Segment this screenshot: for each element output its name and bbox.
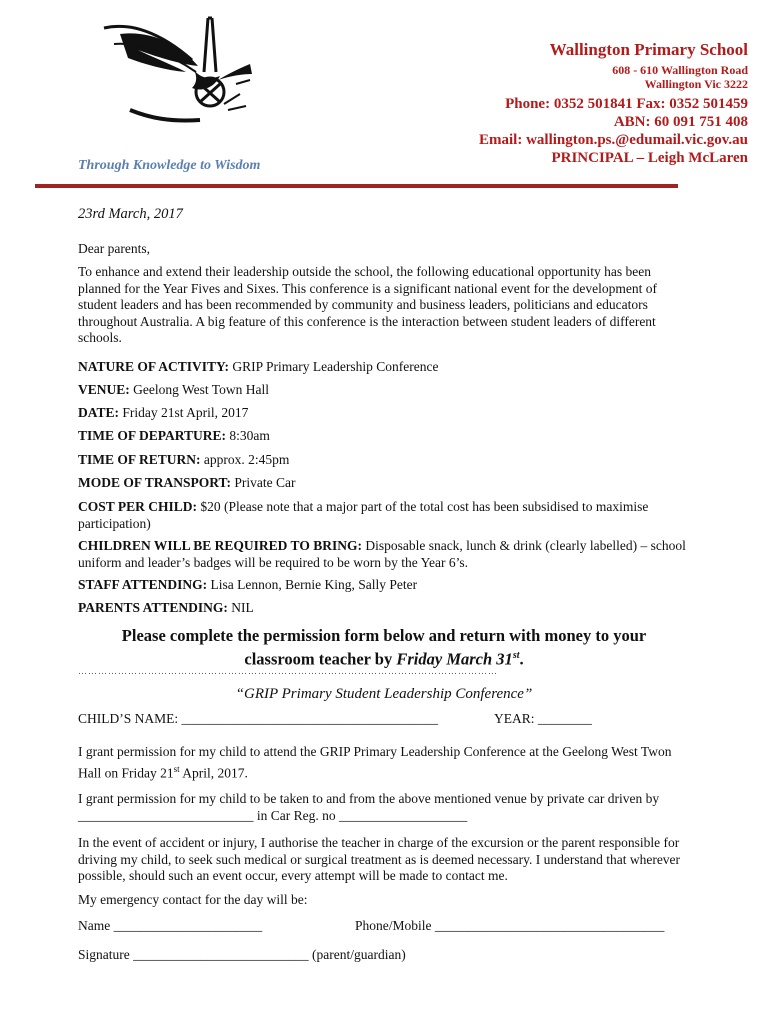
field-mode-of-transport [78,475,690,492]
emergency-name-field[interactable]: Name ______________________ [78,918,263,933]
permission-attend-text: I grant permission for my child to attend the GRIP Primary Leadership Conference at the Geelong West Twon Hall on Friday 21 [78,744,672,780]
field-staff-attending [78,577,690,594]
letter-date: 23rd March, 2017 [78,206,183,222]
school-name: Wallington Primary School [549,40,748,59]
field-cost-per-child [78,499,690,532]
intro-paragraph: To enhance and extend their leadership outside the school, the following educational opportunity has been planned for the Year Fives and Sixes. This conference is a significant national event for the development of student leaders and has been recommended by community and business leaders, politicians and educators throughout Australia. A big feature of this conference is the interaction between student leaders of different schools. [78,264,657,345]
school-logo-icon [100,14,260,132]
signature-field[interactable]: Signature __________________________ (parent/guardian) [78,947,406,962]
emergency-contact-label: My emergency contact for the day will be: [78,892,308,907]
field-time-of-departure [78,428,690,445]
field-value: Lisa Lennon, Bernie King, Sally Peter [207,577,418,592]
child-name-field[interactable]: CHILD’S NAME: ______________________________________ [78,711,438,726]
permission-attend [78,744,690,782]
phone-fax: Phone: 0352 501841 Fax: 0352 501459 [505,96,748,112]
field-key: COST PER CHILD: [78,499,198,514]
instruction-line-1: Please complete the permission form below and return with money to your [121,626,647,645]
due-date: Friday March 31 [396,649,513,669]
return-instruction [78,626,690,670]
abn: ABN: 60 091 751 408 [613,114,748,130]
field-key: DATE: [78,405,120,420]
permission-attend-end: April, 2017. [179,765,248,780]
field-children-bring [78,538,690,571]
field-key: VENUE: [78,382,130,397]
field-value: NIL [227,600,254,615]
school-header [368,40,748,167]
instruction-suffix: . [519,649,524,669]
field-value: GRIP Primary Leadership Conference [229,359,439,374]
field-value: Disposable snack, lunch & drink (clearly labelled) – school uniform and leader’s badges will be required to be worn by the Year 6’s. [78,538,686,570]
permission-transport[interactable]: I grant permission for my child to be taken to and from the above mentioned venue by private car driven by __________________________ in Car Reg. no ___________________ [78,791,660,823]
school-motto: Through Knowledge to Wisdom [78,158,261,173]
field-key: TIME OF DEPARTURE: [78,428,227,443]
field-key: STAFF ATTENDING: [78,577,208,592]
field-key: NATURE OF ACTIVITY: [78,359,230,374]
field-value: Geelong West Town Hall [129,382,269,397]
field-time-of-return [78,452,690,469]
cut-line: ……………………………………………………………………………………………………………… [78,666,498,676]
field-parents-attending [78,600,690,617]
field-value: Friday 21st April, 2017 [119,405,249,420]
field-value: approx. 2:45pm [200,452,290,467]
due-date-suffix: st [512,650,520,661]
field-date [78,405,690,422]
emergency-phone-field[interactable]: Phone/Mobile __________________________________ [355,918,665,933]
field-nature-of-activity [78,359,690,376]
instruction-prefix: classroom teacher by [244,649,397,669]
field-venue [78,382,690,399]
field-value: Private Car [231,475,296,490]
header-divider [35,184,678,188]
principal-name: PRINCIPAL – Leigh McLaren [551,150,748,166]
email-address: Email: wallington.ps.@edumail.vic.gov.au [479,132,748,148]
address-line-2: Wallington Vic 3222 [644,77,748,91]
field-key: PARENTS ATTENDING: [78,600,228,615]
field-key: MODE OF TRANSPORT: [78,475,232,490]
form-title: “GRIP Primary Student Leadership Conference” [235,686,533,702]
year-field[interactable]: YEAR: ________ [494,711,592,726]
date-suffix: st [173,763,180,774]
field-value: $20 (Please note that a major part of the total cost has been subsidised to maximise participation) [78,499,649,531]
greeting: Dear parents, [78,241,150,256]
field-key: CHILDREN WILL BE REQUIRED TO BRING: [78,538,362,553]
medical-authorisation: In the event of accident or injury, I authorise the teacher in charge of the excursion or the parent responsible for driving my child, to seek such medical or surgical treatment as is deemed necessary. I understand that wherever possible, should such an event occur, every attempt will be made to contact me. [78,835,681,883]
field-key: TIME OF RETURN: [78,452,201,467]
address-line-1: 608 - 610 Wallington Road [612,63,748,77]
field-value: 8:30am [226,428,270,443]
